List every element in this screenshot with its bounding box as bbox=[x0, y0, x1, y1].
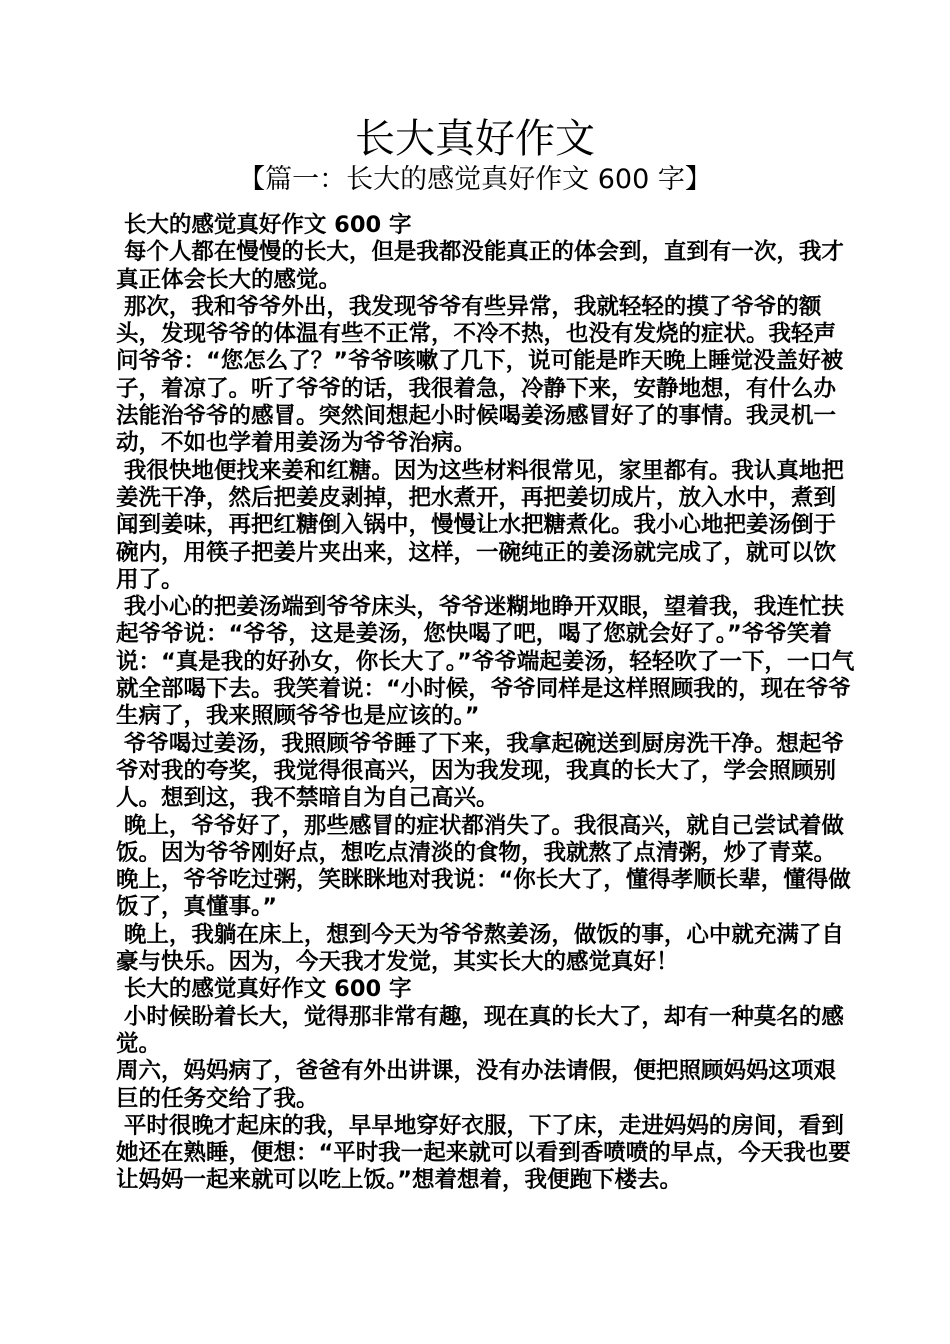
section-heading-2: 长大的感觉真好作文 600 字 bbox=[116, 976, 412, 1003]
document-subtitle: 【篇一：长大的感觉真好作文 600 字】 bbox=[238, 164, 712, 195]
section-heading-1: 长大的感觉真好作文 600 字 bbox=[116, 212, 412, 238]
paragraph: 小时候盼着长大，觉得那非常有趣，现在真的长大了，却有一种莫名的感觉。 bbox=[116, 1003, 844, 1057]
paragraph: 我小心的把姜汤端到爷爷床头，爷爷迷糊地睁开双眼，望着我，我连忙扶起爷爷说：“爷爷，这是姜汤，您快喝了吧，喝了您就会好了。”爷爷笑着说：“真是我的好孙女，你长大了。”爷爷端起姜汤，轻轻吹了一下，一口气就全部喝下去。我笑着说：“小时候，爷爷同样是这样照顾我的，现在爷爷生病了，我来照顾爷爷也是应该的。” bbox=[116, 594, 855, 730]
paragraph: 平时很晚才起床的我，早早地穿好衣服，下了床，走进妈妈的房间，看到她还在熟睡，便想：“平时我一起来就可以看到香喷喷的早点，今天我也要让妈妈一起来就可以吃上饭。”想着想着，我便跑下楼去。 bbox=[116, 1112, 851, 1194]
paragraph: 周六，妈妈病了，爸爸有外出讲课，没有办法请假，便把照顾妈妈这项艰巨的任务交给了我。 bbox=[116, 1058, 837, 1112]
document-body bbox=[116, 212, 856, 1195]
document-title: 长大真好作文 bbox=[355, 116, 595, 162]
paragraph: 每个人都在慢慢的长大，但是我都没能真正的体会到，直到有一次，我才真正体会长大的感觉。 bbox=[116, 239, 844, 293]
paragraph: 我很快地便找来姜和红糖。因为这些材料很常见，家里都有。我认真地把姜洗干净，然后把姜皮剥掉，把水煮开，再把姜切成片，放入水中，煮到闻到姜味，再把红糖倒入锅中，慢慢让水把糖煮化。我小心地把姜汤倒于碗内，用筷子把姜片夹出来，这样，一碗纯正的姜汤就完成了，就可以饮用了。 bbox=[116, 457, 844, 593]
paragraph: 爷爷喝过姜汤，我照顾爷爷睡了下来，我拿起碗送到厨房洗干净。想起爷爷对我的夸奖，我觉得很高兴，因为我发现，我真的长大了，学会照顾别人。想到这，我不禁暗自为自己高兴。 bbox=[116, 730, 844, 812]
paragraph: 晚上，我躺在床上，想到今天为爷爷熬姜汤，做饭的事，心中就充满了自豪与快乐。因为，今天我才发觉，其实长大的感觉真好！ bbox=[116, 921, 844, 976]
paragraph: 那次，我和爷爷外出，我发现爷爷有些异常，我就轻轻的摸了爷爷的额头，发现爷爷的体温有些不正常，不冷不热，也没有发烧的症状。我轻声问爷爷：“您怎么了？”爷爷咳嗽了几下，说可能是昨天晚上睡觉没盖好被子，着凉了。听了爷爷的话，我很着急，冷静下来，安静地想，有什么办法能治爷爷的感冒。突然间想起小时候喝姜汤感冒好了的事情。我灵机一动，不如也学着用姜汤为爷爷治病。 bbox=[116, 293, 844, 457]
paragraph: 晚上，爷爷好了，那些感冒的症状都消失了。我很高兴，就自己尝试着做饭。因为爷爷刚好点，想吃点清淡的食物，我就熬了点清粥，炒了青菜。晚上，爷爷吃过粥，笑眯眯地对我说：“你长大了，懂得孝顺长辈，懂得做饭了，真懂事。” bbox=[116, 812, 851, 921]
